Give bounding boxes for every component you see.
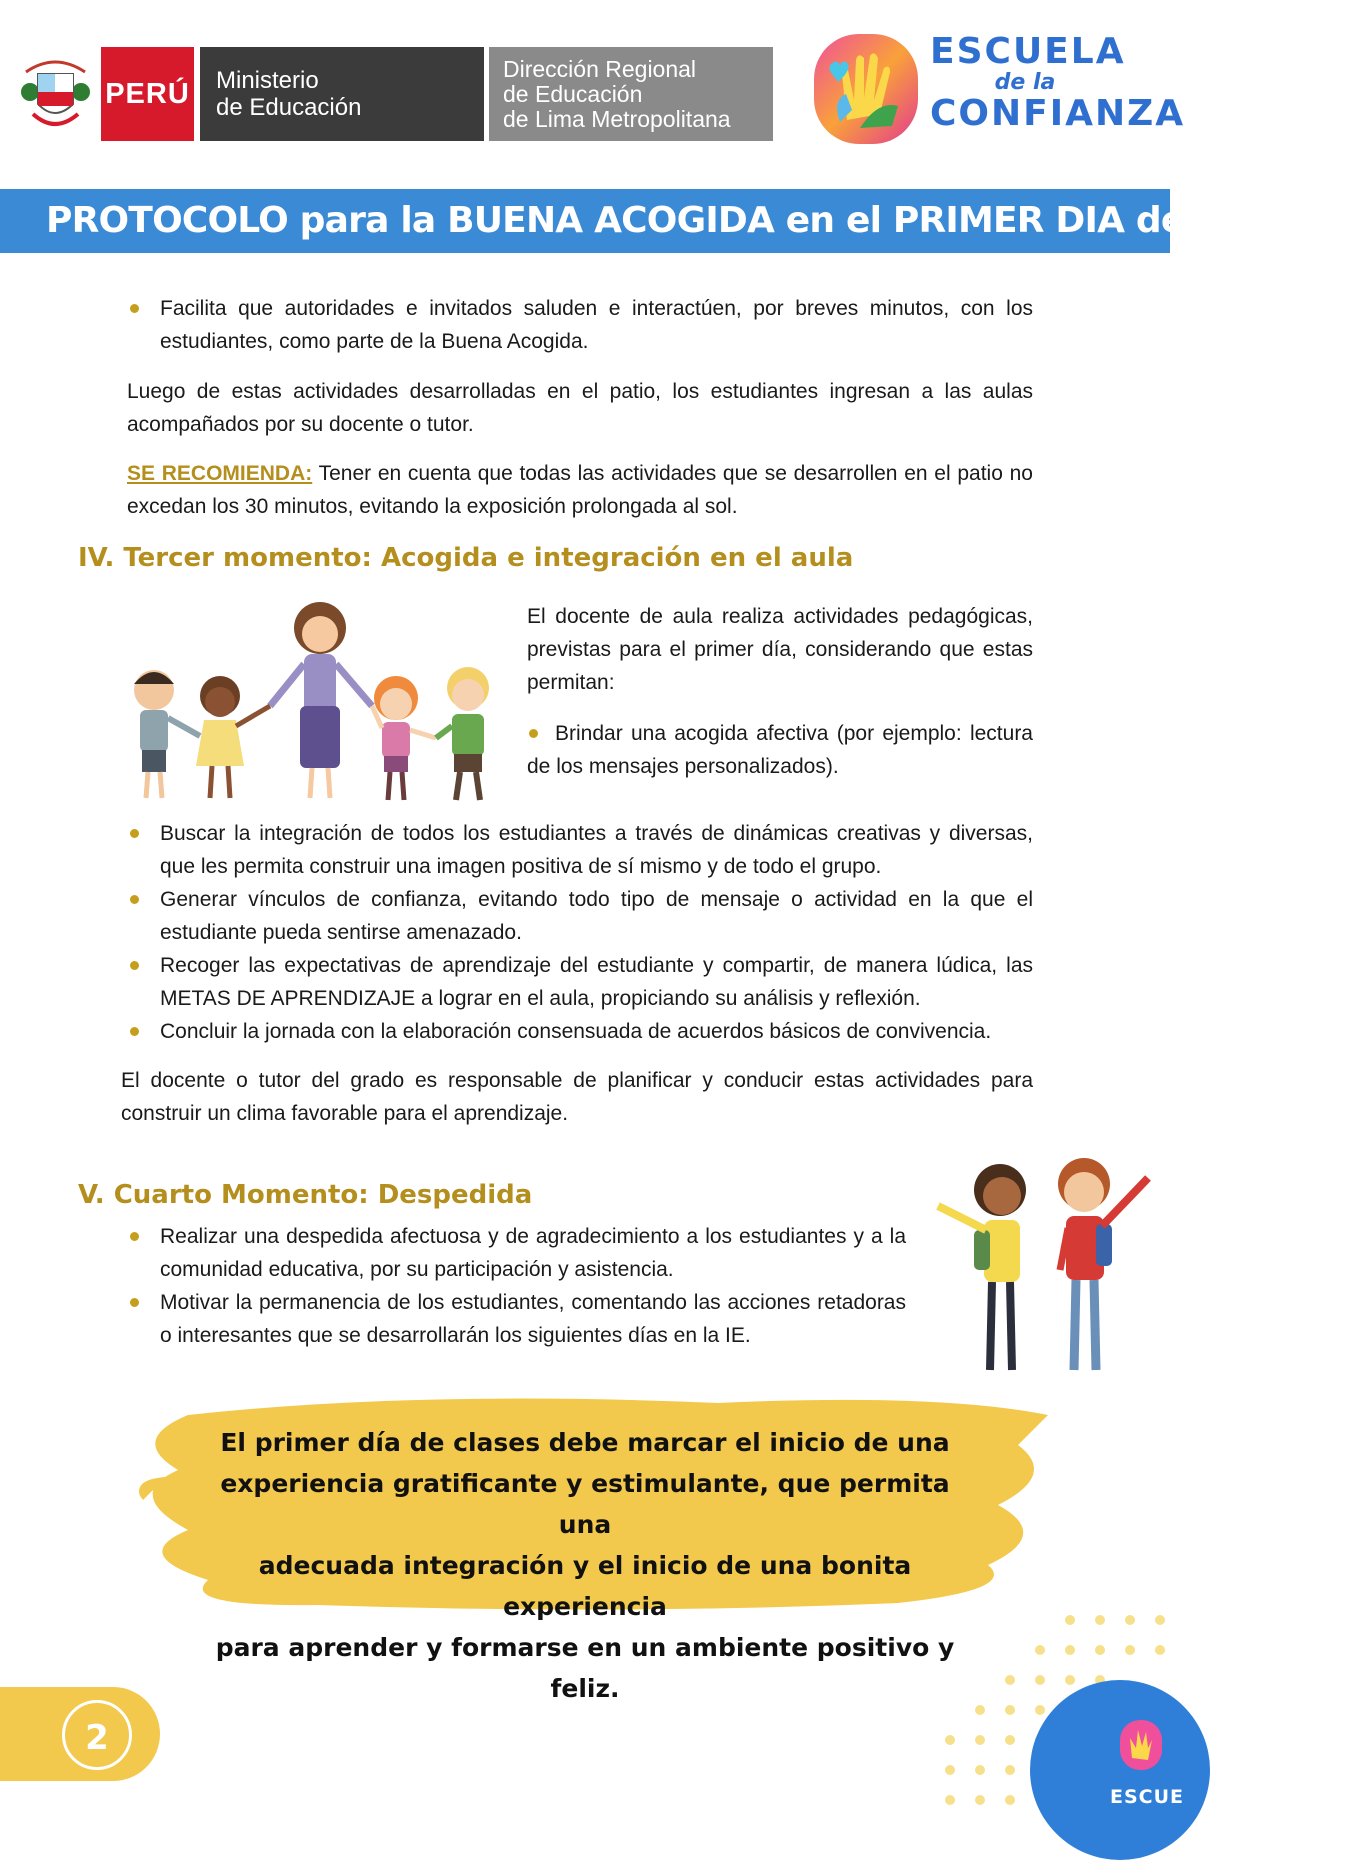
intro-bullet: Facilita que autoridades e invitados saluden e interactúen, por breves minutos, con los estudiantes, como parte de la Buena Acogida.	[160, 292, 1033, 358]
section-iv-heading: IV. Tercer momento: Acogida e integración en el aula	[78, 543, 854, 573]
section-iv-inline-bullet	[527, 717, 1033, 783]
section-v-bullet-1: Realizar una despedida afectuosa y de agradecimiento a los estudiantes y a la comunidad educativa, por su participación y asistencia.	[160, 1220, 906, 1286]
waving-students-illustration	[930, 1150, 1160, 1380]
peru-coat-of-arms-icon	[18, 52, 93, 137]
corner-hands-icon	[1118, 1718, 1164, 1772]
quote-line-2: experiencia gratificante y estimulante, que permita una	[220, 1469, 950, 1539]
hands-logo-icon	[812, 30, 922, 148]
section-iv-bullet-4: Concluir la jornada con la elaboración consensuada de acuerdos básicos de convivencia.	[160, 1015, 1033, 1048]
teacher-children-illustration	[120, 598, 510, 808]
escuela-word: ESCUELA	[930, 31, 1126, 72]
direccion-regional-logo	[489, 47, 773, 141]
inline-bullet-text: Brindar una acogida afectiva (por ejemplo: lectura de los mensajes personalizados).	[527, 722, 1033, 778]
section-v-heading: V. Cuarto Momento: Despedida	[78, 1180, 533, 1210]
section-iv-bullet-3: Recoger las expectativas de aprendizaje del estudiante y compartir, de manera lúdica, las METAS DE APRENDIZAJE a lograr en el aula, propiciando su análisis y reflexión.	[160, 949, 1033, 1015]
quote-line-4: para aprender y formarse en un ambiente positivo y feliz.	[215, 1633, 955, 1703]
closing-quote	[205, 1422, 965, 1709]
recommend-text: Tener en cuenta que todas las actividades que se desarrollen en el patio no excedan los 30 minutos, evitando la exposición prolongada al sol.	[127, 462, 1033, 518]
peru-label: PERÚ	[101, 47, 194, 141]
recommend-label: SE RECOMIENDA:	[127, 462, 313, 485]
de-la-word: de la	[994, 70, 1056, 95]
intro-paragraph: Luego de estas actividades desarrolladas en el patio, los estudiantes ingresan a las aulas acompañados por su docente o tutor.	[127, 380, 1033, 436]
direccion-line2: de Educación	[503, 80, 643, 107]
direccion-line3: de Lima Metropolitana	[503, 105, 731, 132]
section-iv-lead: El docente de aula realiza actividades pedagógicas, previstas para el primer día, considerando que estas permitan:	[527, 605, 1033, 694]
section-iv-bullet-1: Buscar la integración de todos los estudiantes a través de dinámicas creativas y diversas, que les permita construir una imagen positiva de sí mismo y de todo el grupo.	[160, 817, 1033, 883]
footer-brand-text: ESCUE	[1110, 1786, 1185, 1808]
quote-line-1: El primer día de clases debe marcar el inicio de una	[220, 1428, 950, 1457]
page-number: 2	[62, 1700, 132, 1770]
quote-line-3: adecuada integración y el inicio de una bonita experiencia	[258, 1551, 912, 1621]
section-v-bullet-2: Motivar la permanencia de los estudiantes, comentando las acciones retadoras o interesantes que se desarrollarán los siguientes días en la IE.	[160, 1286, 906, 1352]
ministerio-line2: de Educación	[216, 94, 362, 121]
escuela-confianza-wordmark	[930, 31, 1186, 134]
ministerio-logo	[200, 47, 484, 141]
ministerio-line1: Ministerio	[216, 67, 319, 94]
direccion-line1: Dirección Regional	[503, 55, 697, 82]
section-iv-closing: El docente o tutor del grado es responsable de planificar y conducir estas actividades para construir un clima favorable para el aprendizaje.	[121, 1069, 1033, 1125]
bullet-dot	[529, 729, 538, 738]
section-iv-bullet-2: Generar vínculos de confianza, evitando todo tipo de mensaje o actividad en la que el estudiante pueda sentirse amenazado.	[160, 883, 1033, 949]
recommendation-paragraph	[127, 457, 1033, 523]
page-title: PROTOCOLO para la BUENA ACOGIDA en el PRIMER DIA de CLASES	[46, 200, 1345, 241]
confianza-word: CONFIANZA	[930, 93, 1186, 134]
